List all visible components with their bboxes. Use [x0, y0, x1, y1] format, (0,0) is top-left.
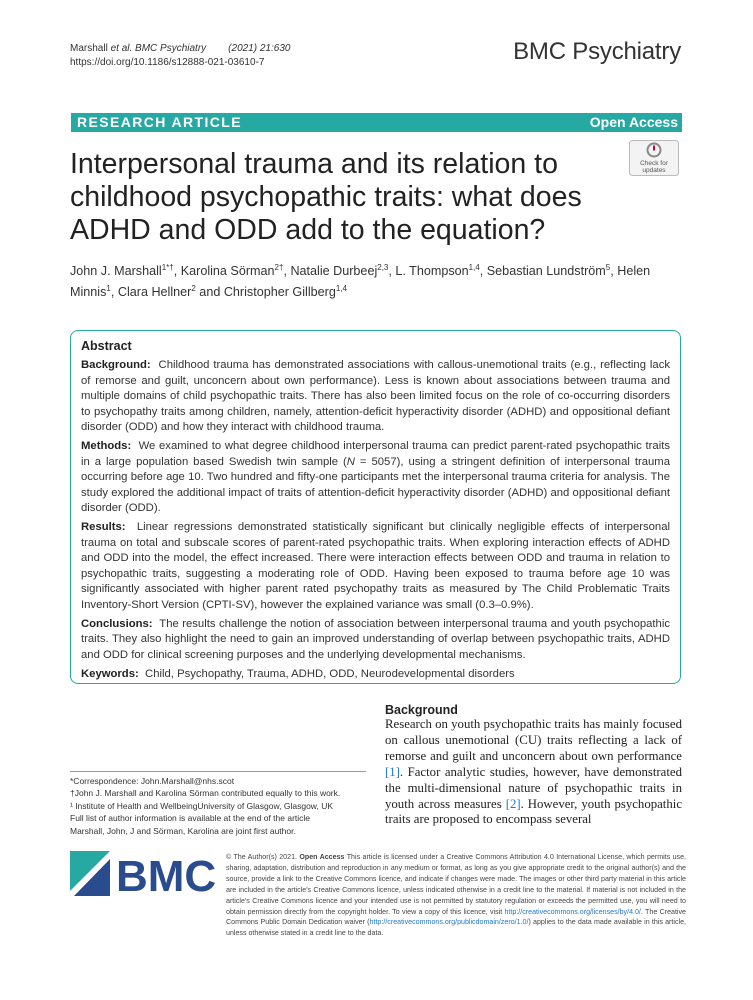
abstract-heading: Abstract: [81, 339, 132, 353]
author-affiliation-sup: 5: [605, 263, 611, 272]
author-separator: ,: [610, 264, 618, 279]
author-separator: ,: [173, 264, 181, 279]
license-link-by[interactable]: http://creativecommons.org/licenses/by/4.0/: [504, 907, 641, 916]
author-affiliation-sup: 2,3: [377, 263, 389, 272]
citation-etal: et al. BMC Psychiatry: [110, 43, 207, 54]
article-type-banner: [71, 113, 682, 132]
citation-year: (2021) 21:630: [228, 43, 291, 54]
background-text: Childhood trauma has demonstrated associations with callous-unemotional traits (e.g., reflecting lack of remorse and guilt, unconcern about own performance). Less is known about associations between trauma and multiple domains of child psychopathic traits. There has also been limited focus on the role of co-occurring disorders to psychopathy traits among children, namely, attention-deficit hyperactivity disorder (ADHD) and oppositional defiant disorder (ODD) and how they interact with childhood trauma.: [81, 359, 670, 434]
check-for-updates-badge[interactable]: [629, 140, 679, 176]
author-separator: ,: [388, 264, 396, 279]
svg-text:Check for: Check for: [640, 160, 668, 167]
footnote-author-info: Full list of author information is available at the end of the article: [70, 813, 311, 824]
author-separator: ,: [283, 264, 291, 279]
license-body-2: . The Creative Commons Public Domain Dedication waiver (: [226, 907, 686, 927]
journal-name: BMC Psychiatry: [513, 38, 681, 65]
reference-link-2[interactable]: [2]: [505, 796, 521, 811]
svg-text:updates: updates: [642, 167, 666, 174]
author-separator: ,: [110, 285, 118, 300]
license-link-zero[interactable]: http://creativecommons.org/publicdomain/zero/1.0/: [369, 918, 529, 927]
abstract-conclusions: [81, 617, 670, 663]
footnote-correspondence[interactable]: *Correspondence: John.Marshall@nhs.scot: [70, 776, 235, 786]
reference-link-1[interactable]: [1]: [385, 764, 400, 779]
author-name[interactable]: Helen Minnis: [70, 264, 651, 300]
author-separator: ,: [479, 264, 487, 279]
body-text-2: . Factor analytic studies, however, have demonstrated the multi-dimensional nature of psychopathic traits in youth across measures: [385, 764, 682, 811]
methods-text-a: We examined to what degree childhood interpersonal trauma can predict parent-rated psychopathic traits in a large population based Swedish twin sample (: [81, 440, 671, 468]
footnote-joint-first: Marshall, John, J and Sörman, Karolina are joint first author.: [70, 825, 296, 836]
footnotes: [70, 771, 366, 837]
footnote-affiliation: ¹ Institute of Health and WellbeingUniversity of Glasgow, Glasgow, UK: [70, 800, 333, 811]
body-column: [385, 703, 682, 828]
keywords-text: Child, Psychopathy, Trauma, ADHD, ODD, Neurodevelopmental disorders: [145, 668, 515, 681]
author-separator-and: and: [195, 285, 224, 300]
author-name[interactable]: Karolina Sörman: [180, 264, 275, 279]
author-list: [70, 259, 690, 301]
author-name[interactable]: L. Thompson: [395, 264, 469, 279]
svg-text:BMC: BMC: [116, 852, 217, 896]
citation-block: [70, 42, 290, 70]
section-heading-background: Background: [385, 703, 458, 717]
conclusions-label: Conclusions:: [81, 617, 153, 630]
citation-line: [70, 42, 290, 56]
body-text-3: . However, youth psychopathic traits are proposed to encompass several: [385, 796, 683, 827]
article-title: Interpersonal trauma and its relation to childhood psychopathic traits: what does ADHD and ODD add to the equation?: [70, 148, 582, 246]
conclusions-text: The results challenge the notion of association between interpersonal trauma and youth psychopathic traits. They also highlight the need to gain an improved understanding of overlap between psychopathic traits, ADHD and ODD for clinical screening purposes and the underlying developmental mechanisms.: [81, 617, 671, 661]
abstract-box: [70, 330, 681, 684]
methods-label: Methods:: [81, 440, 132, 453]
author-affiliation-sup: 1: [106, 284, 111, 294]
author-affiliation-sup: 1,4: [468, 263, 480, 272]
license-body: This article is licensed under a Creative Commons Attribution 4.0 International License, which permits use, sharing, adaptation, distribution and reproduction in any medium or format, as long as you give appropriate credit to the original author(s) and the source, provide a link to the Creative Commons licence, and indicate if changes were made. The images or other third party material in this article are included in the article's Creative Commons licence, unless indicated otherwise in a credit line to the material. If material is not included in the article's Creative Commons licence and your intended use is not permitted by statutory regulation or exceeds the permitted use, you will need to obtain permission directly from the copyright holder. To view a copy of this licence, visit: [226, 853, 686, 916]
abstract-background: [81, 358, 670, 435]
author-affiliation-sup: 2: [191, 284, 196, 294]
body-paragraph: [385, 717, 682, 828]
methods-text-b: = 5057), using a stringent definition of interpersonal trauma occurring before age 10. Two hundred and fifty-one participants met the interpersonal trauma criteria for analysis. The study explored the additional impact of traits of attention-deficit hyperactivity disorder (ADHD) and oppositional defiant disorder (ODD).: [81, 455, 670, 515]
article-type: RESEARCH ARTICLE: [77, 114, 242, 130]
author-name[interactable]: Natalie Durbeej: [290, 264, 378, 279]
open-access-label[interactable]: Open Access: [589, 114, 678, 130]
abstract-methods: [81, 439, 670, 516]
abstract-results: [81, 520, 670, 612]
author-affiliation-sup: 1*†: [161, 263, 174, 272]
keywords-label: Keywords:: [81, 668, 139, 681]
author-name[interactable]: Christopher Gillberg: [223, 285, 336, 300]
results-text: Linear regressions demonstrated statistically significant but clinically negligible effects of interpersonal trauma on total and subscale scores of parent-rated psychopathic traits. When exploring interaction effects of ADHD and ODD into the model, the effect increased. There were interaction effects between ODD and trauma in relation to psychopathic traits, suggesting a moderating role of ODD. Having been exposed to trauma before age 10 was significantly associated with higher parent rated psychopathy traits as measured by The Child Problematic Traits Inventory-Short Version (CPTI-SV), however the explained variance was small (0.3–0.9%).: [81, 521, 670, 611]
background-label: Background:: [81, 359, 151, 372]
doi-link[interactable]: https://doi.org/10.1186/s12888-021-03610-7: [70, 57, 265, 68]
body-text-1: Research on youth psychopathic traits has mainly focused on callous unemotional (CU) traits reflecting a lack of remorse and guilt and unconcern about own performance: [385, 717, 682, 763]
author-name[interactable]: Sebastian Lundström: [486, 264, 606, 279]
license-copyright: © The Author(s) 2021.: [226, 853, 300, 861]
license-body-3: ) applies to the data made available in this article, unless otherwise stated in a credit line to the data.: [226, 918, 686, 938]
author-affiliation-sup: 2†: [274, 263, 284, 272]
footnote-equal-contribution: †John J. Marshall and Karolina Sörman contributed equally to this work.: [70, 788, 341, 799]
results-label: Results:: [81, 521, 126, 534]
citation-authors: Marshall: [70, 43, 111, 54]
abstract-keywords: [81, 667, 670, 682]
author-name[interactable]: Clara Hellner: [117, 285, 192, 300]
license-open-access: Open Access: [299, 853, 345, 861]
author-affiliation-sup: 1,4: [335, 284, 347, 294]
bmc-logo: [70, 851, 220, 896]
license-text: [226, 852, 686, 939]
bmc-logo-icon: [70, 851, 220, 896]
author-name[interactable]: John J. Marshall: [70, 264, 162, 279]
check-for-updates-icon: [629, 140, 679, 176]
methods-n: N: [346, 455, 355, 468]
